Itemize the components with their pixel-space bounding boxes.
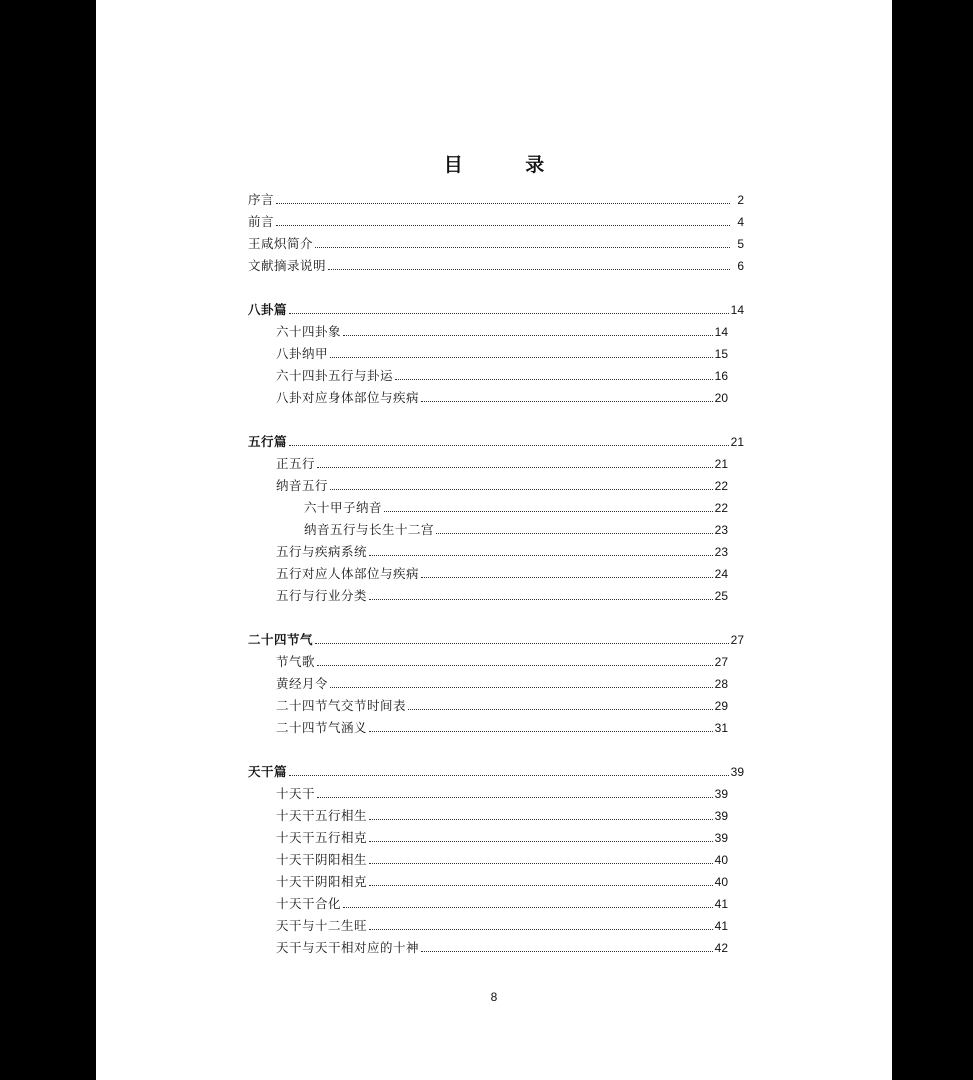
toc-entry-page: 23 (714, 545, 728, 559)
toc-subentry[interactable] (276, 450, 728, 472)
toc-entry-page: 39 (714, 831, 728, 845)
dot-leader (317, 465, 713, 468)
dot-leader (369, 729, 713, 732)
dot-leader (369, 883, 713, 886)
toc-entry-label: 文献摘录说明 (248, 258, 327, 273)
toc-entry-label: 十天干五行相克 (276, 830, 368, 845)
toc-subentry[interactable] (276, 934, 728, 956)
toc-entry-label: 二十四节气交节时间表 (276, 698, 407, 713)
dot-leader (408, 707, 713, 710)
dot-leader (343, 905, 713, 908)
toc-entry-page: 41 (714, 919, 728, 933)
page-number: 8 (490, 990, 498, 1004)
toc-entry-label: 纳音五行 (276, 478, 329, 493)
toc-subentry[interactable] (276, 846, 728, 868)
dot-leader (276, 201, 730, 204)
toc-entry-page: 22 (714, 479, 728, 493)
dot-leader (289, 773, 729, 776)
toc-subentry[interactable] (276, 362, 728, 384)
toc-entry-label: 前言 (248, 214, 275, 229)
toc-section-entry[interactable] (248, 428, 744, 450)
toc-entry-label: 王咸炽简介 (248, 236, 314, 251)
toc-entry-label: 二十四节气涵义 (276, 720, 368, 735)
dot-leader (369, 839, 713, 842)
toc-subentry[interactable] (276, 868, 728, 890)
toc-entry-page: 24 (714, 567, 728, 581)
toc-subentry[interactable] (276, 802, 728, 824)
toc-entry-page: 21 (730, 435, 744, 449)
toc-entry-page: 29 (714, 699, 728, 713)
toc-subentry[interactable] (276, 648, 728, 670)
toc-entry-page: 25 (714, 589, 728, 603)
toc-section-entry[interactable] (248, 296, 744, 318)
dot-leader (317, 663, 713, 666)
toc-entry-page: 21 (714, 457, 728, 471)
toc-subentry[interactable] (276, 692, 728, 714)
toc-entry-page: 41 (714, 897, 728, 911)
dot-leader (330, 685, 713, 688)
dot-leader (421, 575, 713, 578)
toc-subentry[interactable] (276, 560, 728, 582)
toc-entry[interactable] (248, 230, 744, 252)
toc-subentry[interactable] (276, 780, 728, 802)
toc-entry-label: 天干与十二生旺 (276, 918, 368, 933)
dot-leader (289, 443, 729, 446)
toc-entry-page: 28 (714, 677, 728, 691)
dot-leader (330, 355, 713, 358)
toc-entry-label: 天干与天干相对应的十神 (276, 940, 420, 955)
dot-leader (369, 927, 713, 930)
toc-entry-page: 5 (737, 237, 744, 251)
toc-entry-label: 八卦纳甲 (276, 346, 329, 361)
toc-subentry[interactable] (276, 890, 728, 912)
dot-leader (421, 949, 713, 952)
toc-entry-label: 五行与疾病系统 (276, 544, 368, 559)
dot-leader (369, 597, 713, 600)
toc-entry-page: 14 (714, 325, 728, 339)
toc-entry-label: 序言 (248, 192, 275, 207)
toc-entry-label: 十天干阴阳相生 (276, 852, 368, 867)
toc-entry-label: 六十甲子纳音 (304, 500, 383, 515)
toc-entry-label: 八卦对应身体部位与疾病 (276, 390, 420, 405)
toc-subentry[interactable] (276, 670, 728, 692)
page-title: 目 录 (443, 154, 573, 176)
toc-entry-label: 天干篇 (248, 764, 288, 779)
toc-entry-label: 十天干阴阳相克 (276, 874, 368, 889)
toc-entry-label: 纳音五行与长生十二宫 (304, 522, 435, 537)
toc-entry-label: 黄经月令 (276, 676, 329, 691)
dot-leader (369, 817, 713, 820)
toc-entry-label: 二十四节气 (248, 632, 314, 647)
toc-entry-label: 八卦篇 (248, 302, 288, 317)
toc-subentry[interactable] (276, 340, 728, 362)
toc-entry-label: 节气歌 (276, 654, 316, 669)
dot-leader (436, 531, 713, 534)
toc-entry-page: 2 (737, 193, 744, 207)
toc-entry-page: 4 (737, 215, 744, 229)
toc-entry[interactable] (248, 186, 744, 208)
dot-leader (369, 553, 713, 556)
toc-subentry[interactable] (276, 384, 728, 406)
toc-entry-label: 六十四卦象 (276, 324, 342, 339)
dot-leader (317, 795, 713, 798)
toc-entry-page: 20 (714, 391, 728, 405)
toc-entry-page: 22 (714, 501, 728, 515)
toc-subentry[interactable] (276, 472, 728, 494)
toc-entry-label: 十天干合化 (276, 896, 342, 911)
toc-entry-page: 27 (730, 633, 744, 647)
toc-entry-page: 42 (714, 941, 728, 955)
toc-entry-label: 十天干 (276, 786, 316, 801)
toc-entry-page: 14 (730, 303, 744, 317)
dot-leader (421, 399, 713, 402)
toc-entry-page: 39 (714, 787, 728, 801)
toc-entry-label: 正五行 (276, 456, 316, 471)
toc-entry-page: 40 (714, 875, 728, 889)
toc-section-entry[interactable] (248, 626, 744, 648)
toc-subentry[interactable] (276, 714, 728, 736)
dot-leader (384, 509, 713, 512)
dot-leader (330, 487, 713, 490)
toc-entry-label: 五行与行业分类 (276, 588, 368, 603)
dot-leader (369, 861, 713, 864)
toc-entry-page: 27 (714, 655, 728, 669)
toc-entry-label: 十天干五行相生 (276, 808, 368, 823)
toc-subentry[interactable] (276, 318, 728, 340)
dot-leader (343, 333, 713, 336)
dot-leader (328, 267, 730, 270)
toc-entry-page: 23 (714, 523, 728, 537)
toc-entry-label: 五行篇 (248, 434, 288, 449)
toc-subentry[interactable] (276, 582, 728, 604)
document-page (96, 0, 892, 1080)
toc-entry-page: 40 (714, 853, 728, 867)
toc-entry-page: 15 (714, 347, 728, 361)
toc-entry[interactable] (248, 252, 744, 274)
toc-subsubentry[interactable] (304, 516, 728, 538)
dot-leader (315, 245, 730, 248)
toc-section-entry[interactable] (248, 758, 744, 780)
toc-subsubentry[interactable] (304, 494, 728, 516)
toc-entry-page: 6 (737, 259, 744, 273)
toc-subentry[interactable] (276, 824, 728, 846)
toc-subentry[interactable] (276, 538, 728, 560)
toc-subentry[interactable] (276, 912, 728, 934)
toc-entry-label: 五行对应人体部位与疾病 (276, 566, 420, 581)
toc-entry-label: 六十四卦五行与卦运 (276, 368, 394, 383)
toc-entry[interactable] (248, 208, 744, 230)
toc-entry-page: 39 (730, 765, 744, 779)
toc-entry-page: 39 (714, 809, 728, 823)
dot-leader (315, 641, 729, 644)
toc-entry-page: 16 (714, 369, 728, 383)
dot-leader (395, 377, 713, 380)
dot-leader (276, 223, 730, 226)
toc-entry-page: 31 (714, 721, 728, 735)
dot-leader (289, 311, 729, 314)
